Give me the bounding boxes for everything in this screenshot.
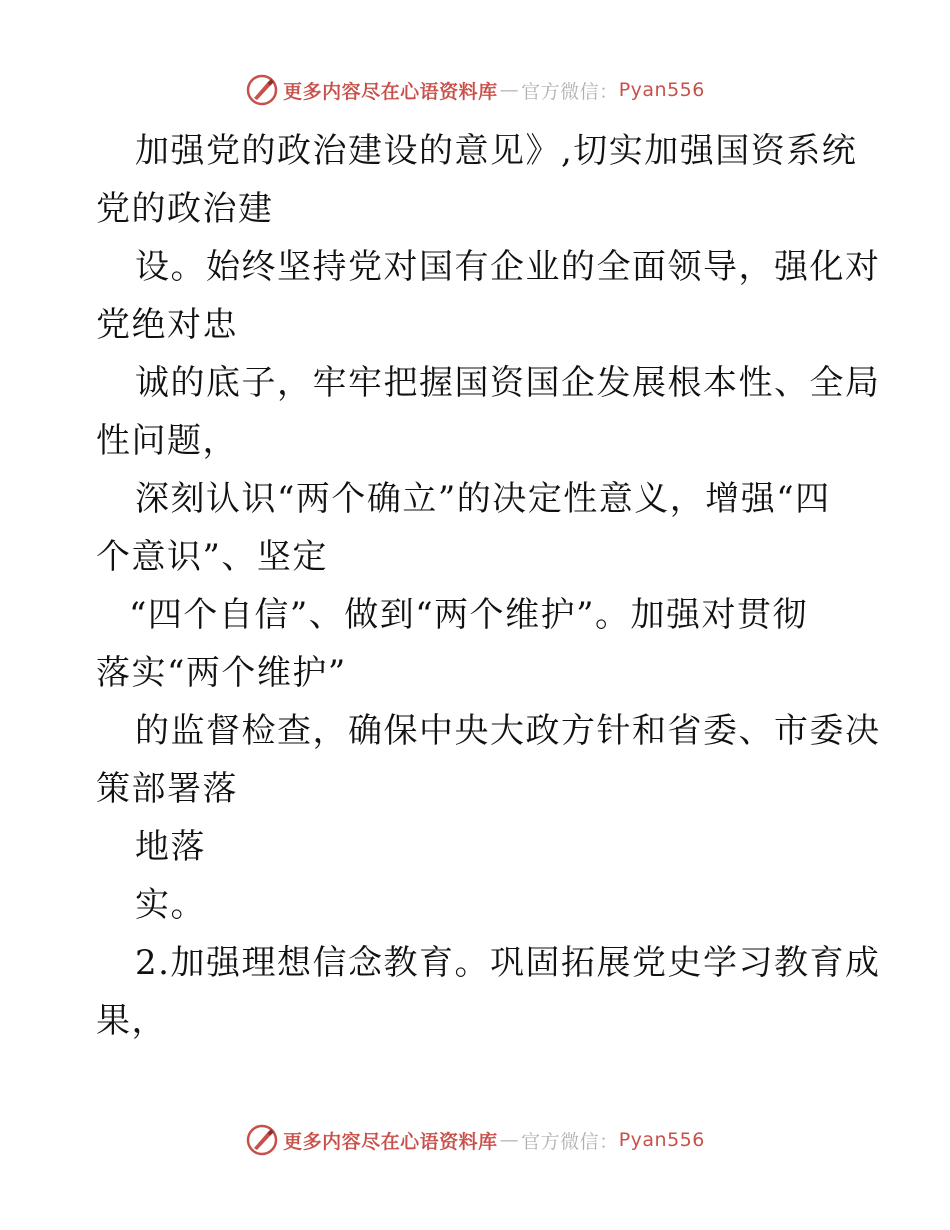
- body-line: 地落: [135, 827, 206, 867]
- body-line: 果，: [96, 1001, 167, 1041]
- body-line: 深刻认识“两个确立”的决定性意义，增强“四: [135, 479, 831, 519]
- body-line: 落实“两个维护”: [96, 653, 347, 693]
- body-line: 2.加强理想信念教育。巩固拓展党史学习教育成: [135, 943, 881, 983]
- body-line: 党的政治建: [96, 189, 274, 229]
- body-line: “四个自信”、做到“两个维护”。加强对贯彻: [129, 595, 809, 635]
- body-line: 加强党的政治建设的意见》,切实加强国资系统: [135, 131, 858, 171]
- body-line: 实。: [135, 885, 206, 925]
- header-banner-main: 更多内容尽在心语资料库: [283, 80, 498, 103]
- footer-banner-wechat: Pyan556: [618, 1129, 705, 1151]
- body-line: 个意识”、坚定: [96, 537, 328, 577]
- header-banner-sub: 官方微信：: [521, 80, 619, 103]
- footer-banner-separator: —: [499, 1129, 520, 1151]
- body-line: 性问题，: [96, 421, 238, 461]
- body-line: 策部署落: [96, 769, 238, 809]
- header-banner-separator: —: [499, 79, 520, 101]
- pen-logo-icon: [245, 73, 279, 107]
- body-line: 诚的底子，牢牢把握国资国企发展根本性、全局: [135, 363, 881, 403]
- document-body: [96, 122, 881, 1050]
- body-line: 党绝对忠: [96, 305, 238, 345]
- footer-banner: [0, 1120, 950, 1160]
- footer-banner-main: 更多内容尽在心语资料库: [283, 1130, 498, 1153]
- body-line: 的监督检查，确保中央大政方针和省委、市委决: [135, 711, 881, 751]
- footer-banner-sub: 官方微信：: [521, 1130, 619, 1153]
- pen-logo-icon: [245, 1123, 279, 1157]
- body-line: 设。始终坚持党对国有企业的全面领导，强化对: [135, 247, 881, 287]
- header-banner: [0, 70, 950, 110]
- header-banner-wechat: Pyan556: [618, 79, 705, 101]
